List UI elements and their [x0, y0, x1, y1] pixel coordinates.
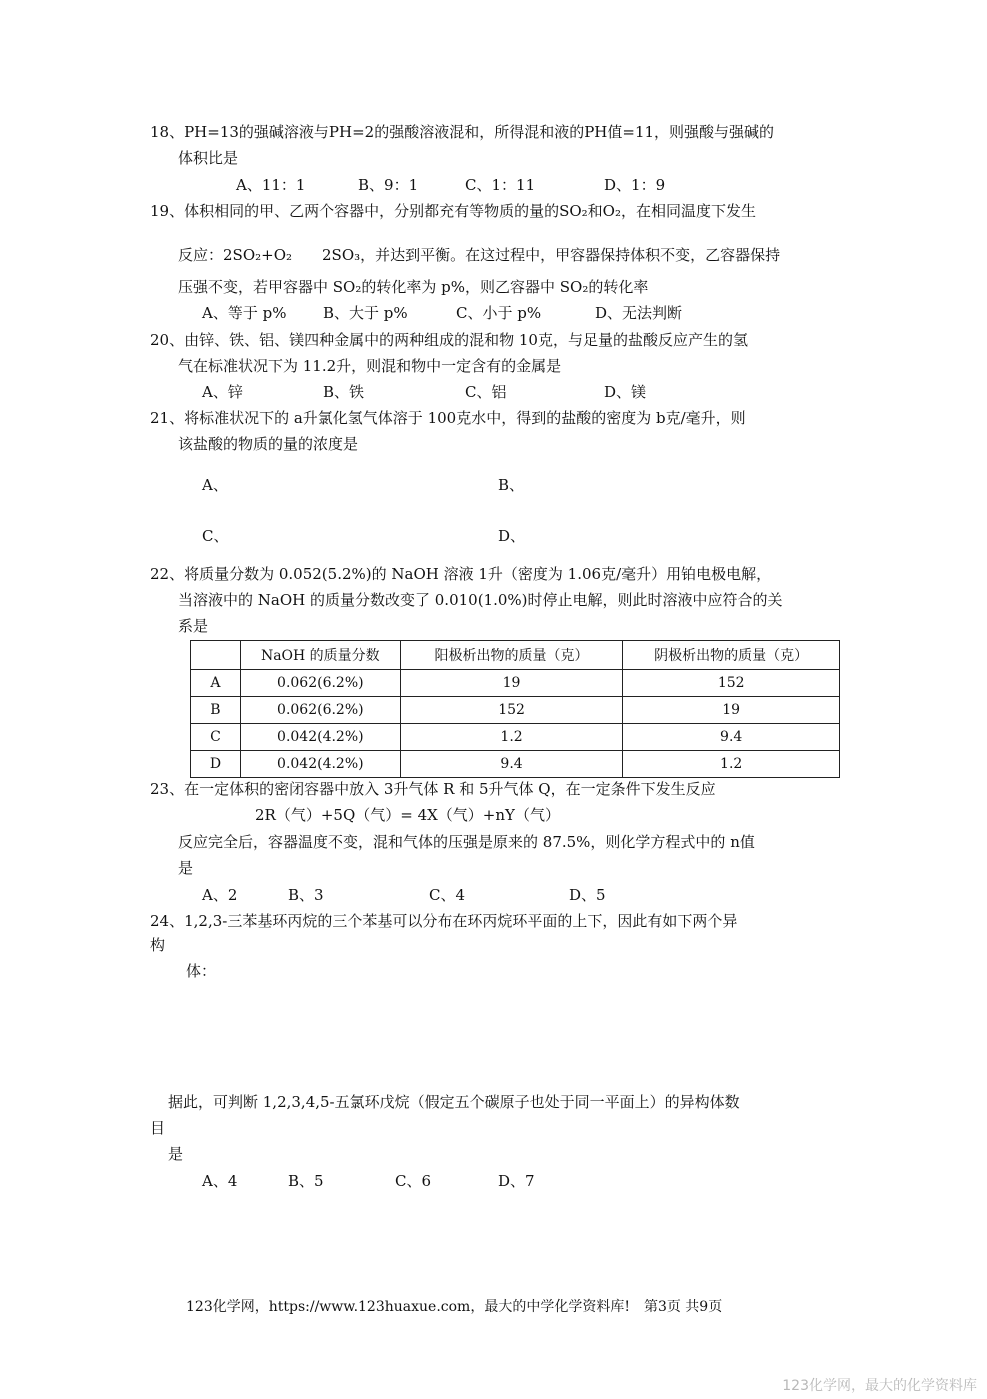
- q20-option-d: D、镁: [604, 383, 647, 401]
- q24-stem-line1: 24、1,2,3-三苯基环丙烷的三个苯基可以分布在环丙烷环平面的上下，因此有如下两个异: [150, 912, 738, 930]
- page-footer: 123化学网，https://www.123huaxue.com，最大的中学化学资料库! 第3页 共9页: [186, 1299, 723, 1315]
- q24-option-c: C、6: [395, 1172, 432, 1190]
- q24-option-d: D、7: [498, 1172, 535, 1190]
- q23-stem-line1: 23、在一定体积的密闭容器中放入 3升气体 R 和 5升气体 Q，在一定条件下发生反应: [150, 780, 716, 798]
- q24-stem-line2: 构: [150, 936, 166, 954]
- q23-option-a: A、2: [202, 886, 238, 904]
- q20-stem-line2: 气在标准状况下为 11.2升，则混和物中一定含有的金属是: [178, 357, 562, 375]
- q23-stem-line2: 反应完全后，容器温度不变，混和气体的压强是原来的 87.5%，则化学方程式中的 n值: [178, 833, 755, 851]
- q18-option-c: C、1：11: [465, 176, 536, 194]
- q24-stem-line4: 据此，可判断 1,2,3,4,5-五氯环戊烷（假定五个碳原子也处于同一平面上）的异构体数: [168, 1093, 740, 1111]
- q24-stem-line6: 是: [168, 1145, 184, 1163]
- q21-option-c: C、: [202, 527, 229, 545]
- q20-option-c: C、铝: [465, 383, 507, 401]
- q18-stem-line2: 体积比是: [178, 149, 239, 167]
- q21-stem-line1: 21、将标准状况下的 a升氯化氢气体溶于 100克水中，得到的盐酸的密度为 b克/毫升，则: [150, 409, 746, 427]
- q20-option-a: A、锌: [202, 383, 243, 401]
- table-cell: 9.4: [400, 751, 623, 778]
- q19-option-c: C、小于 p%: [456, 304, 542, 322]
- table-header-cell: 阳极析出物的质量（克）: [400, 641, 623, 670]
- q24-stem-line5: 目: [150, 1119, 166, 1137]
- q21-option-b: B、: [498, 476, 525, 494]
- q23-stem-line3: 是: [178, 859, 194, 877]
- table-cell: D: [191, 751, 241, 778]
- q22-data-table: [190, 640, 840, 778]
- table-row: [191, 751, 840, 778]
- table-row: [191, 670, 840, 697]
- table-cell: 0.042(4.2%): [240, 751, 400, 778]
- table-cell: 152: [623, 670, 840, 697]
- q18-option-b: B、9：1: [358, 176, 419, 194]
- table-header-cell: NaOH 的质量分数: [240, 641, 400, 670]
- table-cell: B: [191, 697, 241, 724]
- q20-option-b: B、铁: [323, 383, 365, 401]
- table-cell: 1.2: [400, 724, 623, 751]
- site-watermark: 123化学网，最大的化学资料库: [782, 1378, 977, 1394]
- table-header-cell: [191, 641, 241, 670]
- q24-option-a: A、4: [202, 1172, 238, 1190]
- table-row: [191, 697, 840, 724]
- table-header-cell: 阴极析出物的质量（克）: [623, 641, 840, 670]
- q23-option-d: D、5: [569, 886, 606, 904]
- table-row: [191, 724, 840, 751]
- q24-stem-line3: 体：: [186, 962, 217, 980]
- table-cell: 19: [400, 670, 623, 697]
- q22-stem-line3: 系是: [178, 617, 209, 635]
- q23-option-b: B、3: [288, 886, 324, 904]
- q22-stem-line1: 22、将质量分数为 0.052(5.2%)的 NaOH 溶液 1升（密度为 1.06克/毫升）用铂电极电解，: [150, 565, 772, 583]
- q19-stem-line1: 19、体积相同的甲、乙两个容器中，分别都充有等物质的量的SO₂和O₂，在相同温度下发生: [150, 202, 756, 220]
- q24-option-b: B、5: [288, 1172, 324, 1190]
- q18-stem-line1: 18、PH=13的强碱溶液与PH=2的强酸溶液混和，所得混和液的PH值=11，则强酸与强碱的: [150, 123, 775, 141]
- q21-stem-line2: 该盐酸的物质的量的浓度是: [178, 435, 359, 453]
- q19-stem-line3: 压强不变，若甲容器中 SO₂的转化率为 p%，则乙容器中 SO₂的转化率: [178, 278, 649, 296]
- q18-option-d: D、1：9: [604, 176, 666, 194]
- table-cell: A: [191, 670, 241, 697]
- q23-equation: 2R（气）+5Q（气）= 4X（气）+nY（气）: [255, 806, 560, 824]
- q19-option-d: D、无法判断: [595, 304, 683, 322]
- table-cell: 0.062(6.2%): [240, 697, 400, 724]
- q20-stem-line1: 20、由锌、铁、铝、镁四种金属中的两种组成的混和物 10克，与足量的盐酸反应产生的氢: [150, 331, 748, 349]
- table-cell: 0.062(6.2%): [240, 670, 400, 697]
- q19-option-a: A、等于 p%: [202, 304, 287, 322]
- q19-option-b: B、大于 p%: [323, 304, 408, 322]
- table-header-row: [191, 641, 840, 670]
- table-cell: C: [191, 724, 241, 751]
- q22-stem-line2: 当溶液中的 NaOH 的质量分数改变了 0.010(1.0%)时停止电解，则此时溶液中应符合的关: [178, 591, 783, 609]
- q18-option-a: A、11：1: [236, 176, 306, 194]
- q21-option-d: D、: [498, 527, 526, 545]
- table-cell: 152: [400, 697, 623, 724]
- table-cell: 0.042(4.2%): [240, 724, 400, 751]
- table-cell: 1.2: [623, 751, 840, 778]
- q21-option-a: A、: [202, 476, 228, 494]
- q19-stem-line2: 反应：2SO₂+O₂ 2SO₃，并达到平衡。在这过程中，甲容器保持体积不变，乙容器保持: [178, 246, 781, 264]
- q23-option-c: C、4: [429, 886, 466, 904]
- table-cell: 9.4: [623, 724, 840, 751]
- table-cell: 19: [623, 697, 840, 724]
